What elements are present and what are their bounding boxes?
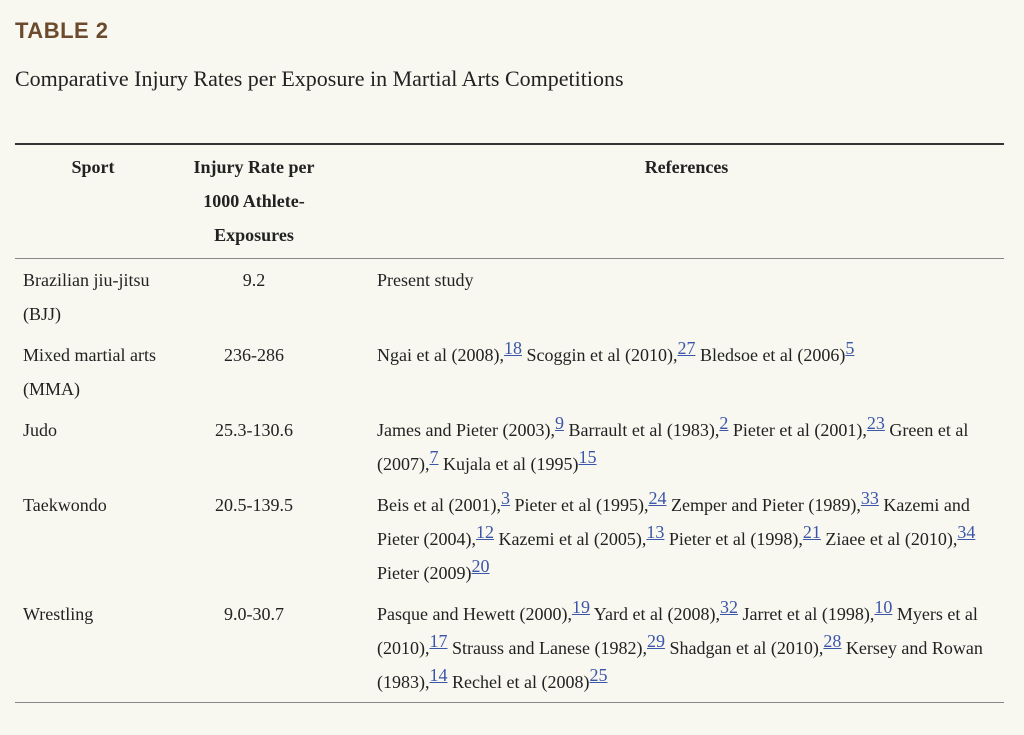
reference-item	[377, 338, 522, 365]
citation-link[interactable]: 9	[554, 413, 564, 433]
reference-item	[593, 597, 738, 624]
reference-item	[377, 488, 510, 515]
reference-text: Scoggin et al (2010),	[526, 345, 678, 365]
reference-text: Bledsoe et al (2006)	[699, 345, 846, 365]
table-label: TABLE 2	[15, 18, 109, 43]
reference-text: Pieter et al (2001),	[732, 420, 867, 440]
reference-item	[377, 597, 590, 624]
injury-rate-cell: 20.5-139.5	[215, 495, 293, 515]
citation-link[interactable]: 17	[429, 631, 448, 651]
reference-item	[377, 556, 490, 583]
references-cell	[337, 484, 1004, 593]
reference-item	[526, 338, 696, 365]
reference-item	[452, 631, 665, 658]
reference-item	[568, 413, 729, 440]
citation-link[interactable]: 20	[471, 556, 490, 576]
citation-link[interactable]: 32	[719, 597, 738, 617]
injury-rate-cell: 25.3-130.6	[215, 420, 293, 440]
reference-text: Pieter et al (1995),	[514, 495, 649, 515]
reference-item	[669, 631, 842, 658]
citation-link[interactable]: 19	[571, 597, 590, 617]
reference-text: Barrault et al (1983),	[568, 420, 720, 440]
citation-link[interactable]: 33	[860, 488, 879, 508]
reference-item	[699, 338, 855, 365]
reference-item	[377, 413, 564, 440]
citation-link[interactable]: 34	[957, 522, 976, 542]
references-cell	[337, 259, 1004, 335]
citation-link[interactable]: 25	[589, 665, 608, 685]
references-cell	[337, 593, 1004, 703]
table-row	[15, 484, 1004, 593]
reference-item	[732, 413, 885, 440]
reference-text: Kazemi et al (2005),	[498, 529, 647, 549]
injury-rate-cell: 9.0-30.7	[224, 604, 284, 624]
reference-text: Green et al (2007),	[377, 420, 969, 474]
header-references: References	[644, 157, 729, 177]
reference-text: Ziaee et al (2010),	[825, 529, 958, 549]
injury-rate-cell: 236-286	[224, 345, 284, 365]
sport-cell: Taekwondo	[23, 495, 107, 515]
reference-item	[498, 522, 665, 549]
table-row	[15, 334, 1004, 409]
reference-item	[452, 665, 608, 692]
citation-link[interactable]: 13	[646, 522, 665, 542]
reference-text: Beis et al (2001),	[377, 495, 501, 515]
references-cell	[337, 409, 1004, 484]
reference-text: Kazemi and Pieter (2004),	[377, 495, 970, 549]
reference-text: Yard et al (2008),	[593, 604, 720, 624]
citation-link[interactable]: 3	[500, 488, 510, 508]
reference-text: Pasque and Hewett (2000),	[377, 604, 572, 624]
citation-link[interactable]: 28	[823, 631, 842, 651]
citation-link[interactable]: 10	[874, 597, 893, 617]
table-body	[15, 259, 1004, 703]
reference-item	[668, 522, 821, 549]
sport-cell: Mixed martial arts (MMA)	[23, 345, 156, 399]
reference-text: Rechel et al (2008)	[452, 672, 590, 692]
table-header-row	[15, 144, 1004, 259]
reference-item	[377, 270, 474, 290]
reference-item	[825, 522, 976, 549]
citation-link[interactable]: 23	[866, 413, 885, 433]
table-caption: Comparative Injury Rates per Exposure in Martial Arts Competitions	[15, 66, 624, 91]
citation-link[interactable]: 12	[475, 522, 494, 542]
reference-item	[443, 447, 597, 474]
reference-text: James and Pieter (2003),	[377, 420, 555, 440]
header-injury-rate: Injury Rate per 1000 Athlete-Exposures	[193, 157, 315, 245]
reference-item	[670, 488, 879, 515]
reference-item	[742, 597, 893, 624]
sport-cell: Judo	[23, 420, 58, 440]
reference-text: Myers et al (2010),	[377, 604, 978, 658]
injury-rate-cell: 9.2	[242, 270, 266, 290]
citation-link[interactable]: 14	[429, 665, 448, 685]
citation-link[interactable]: 29	[646, 631, 665, 651]
citation-link[interactable]: 24	[648, 488, 667, 508]
reference-item	[514, 488, 667, 515]
reference-text: Ngai et al (2008),	[377, 345, 504, 365]
reference-text: Kersey and Rowan (1983),	[377, 638, 983, 692]
reference-text: Zemper and Pieter (1989),	[670, 495, 861, 515]
citation-link[interactable]: 2	[719, 413, 729, 433]
citation-link[interactable]: 7	[429, 447, 439, 467]
citation-link[interactable]: 15	[578, 447, 597, 467]
table-row	[15, 409, 1004, 484]
sport-cell: Wrestling	[23, 604, 94, 624]
reference-text: Jarret et al (1998),	[742, 604, 875, 624]
reference-text: Strauss and Lanese (1982),	[452, 638, 647, 658]
reference-text: Kujala et al (1995)	[443, 454, 579, 474]
header-sport: Sport	[71, 157, 115, 177]
citation-link[interactable]: 27	[677, 338, 696, 358]
citation-link[interactable]: 18	[503, 338, 522, 358]
table-row	[15, 259, 1004, 335]
sport-cell: Brazilian jiu-jitsu (BJJ)	[23, 270, 150, 324]
injury-rate-table	[15, 143, 1004, 703]
reference-text: Shadgan et al (2010),	[669, 638, 824, 658]
reference-text: Pieter et al (1998),	[668, 529, 803, 549]
reference-text: Present study	[377, 270, 474, 290]
table-row	[15, 593, 1004, 703]
citation-link[interactable]: 5	[845, 338, 855, 358]
references-cell	[337, 334, 1004, 409]
reference-text: Pieter (2009)	[377, 563, 472, 583]
citation-link[interactable]: 21	[802, 522, 821, 542]
